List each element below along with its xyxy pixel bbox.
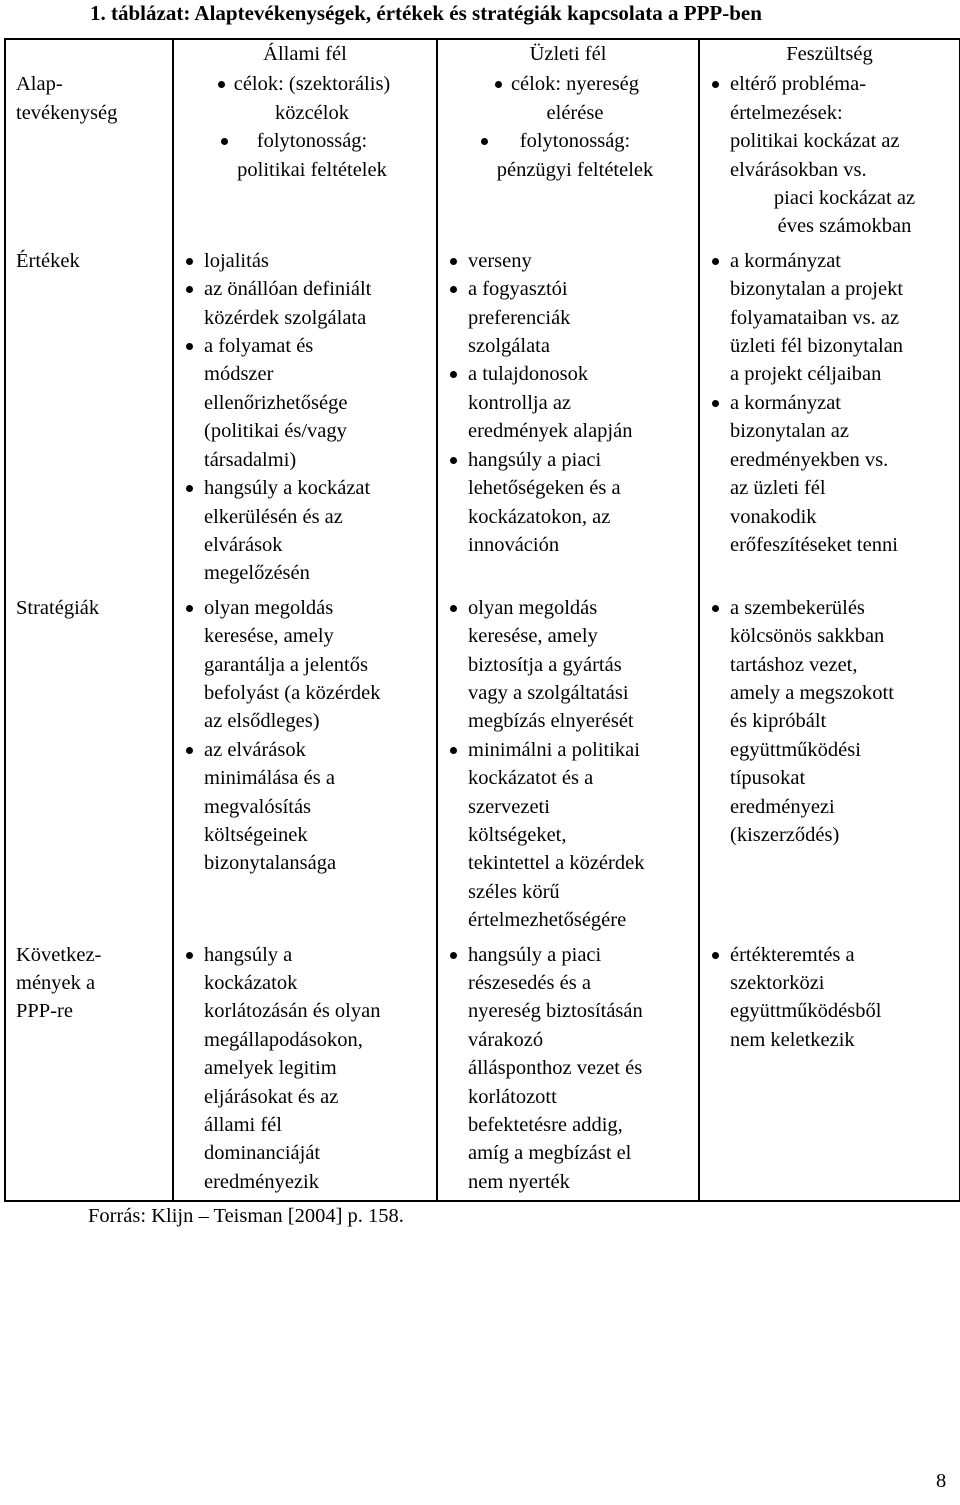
bullet-list — [438, 245, 698, 563]
cell-business — [437, 68, 699, 244]
cell-business — [437, 245, 699, 592]
cell-tension — [699, 592, 960, 939]
bullet-item: a fogyasztói preferenciák szolgálata — [438, 275, 698, 360]
row-label: Stratégiák — [5, 592, 173, 939]
header-business: Üzleti fél — [437, 39, 699, 68]
bullet-item: célok: (szektorális) közcélok — [174, 70, 436, 127]
bullet-item: célok: nyereség elérése — [438, 70, 698, 127]
source-note: Forrás: Klijn – Teisman [2004] p. 158. — [88, 1205, 404, 1227]
cell-business — [437, 939, 699, 1202]
row-label: Értékek — [5, 245, 173, 592]
cell-state — [173, 592, 437, 939]
bullet-list — [700, 939, 959, 1059]
table-row — [5, 939, 960, 1202]
bullet-list — [438, 592, 698, 939]
bullet-item: minimálni a politikai kockázatot és a szervezeti költségeket, tekintettel a közérdek széles körű értelmezhetőségére — [438, 736, 698, 935]
cell-business — [437, 592, 699, 939]
bullet-item: olyan megoldás keresése, amely garantálja a jelentős befolyást (a közérdek az elsődleges) — [174, 594, 436, 736]
bullet-item: az elvárások minimálása és a megvalósítás költségeinek bizonytalansága — [174, 736, 436, 878]
header-state: Állami fél — [173, 39, 437, 68]
cell-tension — [699, 245, 960, 592]
row-label: Alap- tevékenység — [5, 68, 173, 244]
row-label: Következ- mények a PPP-re — [5, 939, 173, 1202]
bullet-item: folytonosság: pénzügyi feltételek — [438, 127, 698, 184]
table-row — [5, 245, 960, 592]
bullet-item: lojalitás — [174, 247, 436, 275]
bullet-item: a tulajdonosok kontrollja az eredmények alapján — [438, 360, 698, 445]
cell-tension — [699, 939, 960, 1202]
bullet-item: hangsúly a kockázatok korlátozásán és olyan megállapodásokon, amelyek legitim eljárásokat és az állami fél dominanciáját eredményezik — [174, 941, 436, 1197]
bullet-list — [174, 592, 436, 882]
page-number: 8 — [936, 1470, 947, 1492]
bullet-item: hangsúly a piaci részesedés és a nyereség biztosításán várakozó állásponthoz vezet és korlátozott befektetésre addig, amíg a megbízást el nem nyerték — [438, 941, 698, 1197]
bullet-list — [700, 592, 959, 854]
bullet-list — [174, 245, 436, 592]
cell-state — [173, 939, 437, 1202]
bullet-item: hangsúly a piaci lehetőségeken és a kockázatokon, az innováción — [438, 446, 698, 560]
bullet-list — [700, 68, 959, 244]
table-row — [5, 592, 960, 939]
table-row — [5, 68, 960, 244]
bullet-item: eltérő probléma- értelmezések: politikai kockázat az elvárásokban vs. piaci kockázat az éves számokban — [700, 70, 959, 240]
table-header-row — [5, 39, 960, 68]
bullet-item: a kormányzat bizonytalan az eredményekben vs. az üzleti fél vonakodik erőfeszítéseket tenni — [700, 389, 959, 559]
bullet-item: a kormányzat bizonytalan a projekt folyamataiban vs. az üzleti fél bizonytalan a projekt céljaiban — [700, 247, 959, 389]
bullet-item: értékteremtés a szektorközi együttműködésből nem keletkezik — [700, 941, 959, 1055]
cell-state — [173, 68, 437, 244]
bullet-item: a folyamat és módszer ellenőrizhetősége (politikai és/vagy társadalmi) — [174, 332, 436, 474]
bullet-list — [438, 939, 698, 1201]
bullet-item: az önállóan definiált közérdek szolgálata — [174, 275, 436, 332]
bullet-list — [700, 245, 959, 563]
table-title: 1. táblázat: Alaptevékenységek, értékek és stratégiák kapcsolata a PPP-ben — [90, 1, 762, 25]
header-tension: Feszültség — [699, 39, 960, 68]
bullet-list — [438, 68, 698, 188]
bullet-item: verseny — [438, 247, 698, 275]
ppp-table — [4, 38, 960, 1202]
bullet-item: hangsúly a kockázat elkerülésén és az elvárások megelőzésén — [174, 474, 436, 588]
bullet-item: folytonosság: politikai feltételek — [174, 127, 436, 184]
bullet-list — [174, 939, 436, 1201]
bullet-item: olyan megoldás keresése, amely biztosítja a gyártás vagy a szolgáltatási megbízás elnyerését — [438, 594, 698, 736]
header-empty — [5, 39, 173, 68]
bullet-list — [174, 68, 436, 188]
cell-tension — [699, 68, 960, 244]
cell-state — [173, 245, 437, 592]
bullet-item: a szembekerülés kölcsönös sakkban tartáshoz vezet, amely a megszokott és kipróbált együttműködési típusokat eredményezi (kiszerződés) — [700, 594, 959, 850]
